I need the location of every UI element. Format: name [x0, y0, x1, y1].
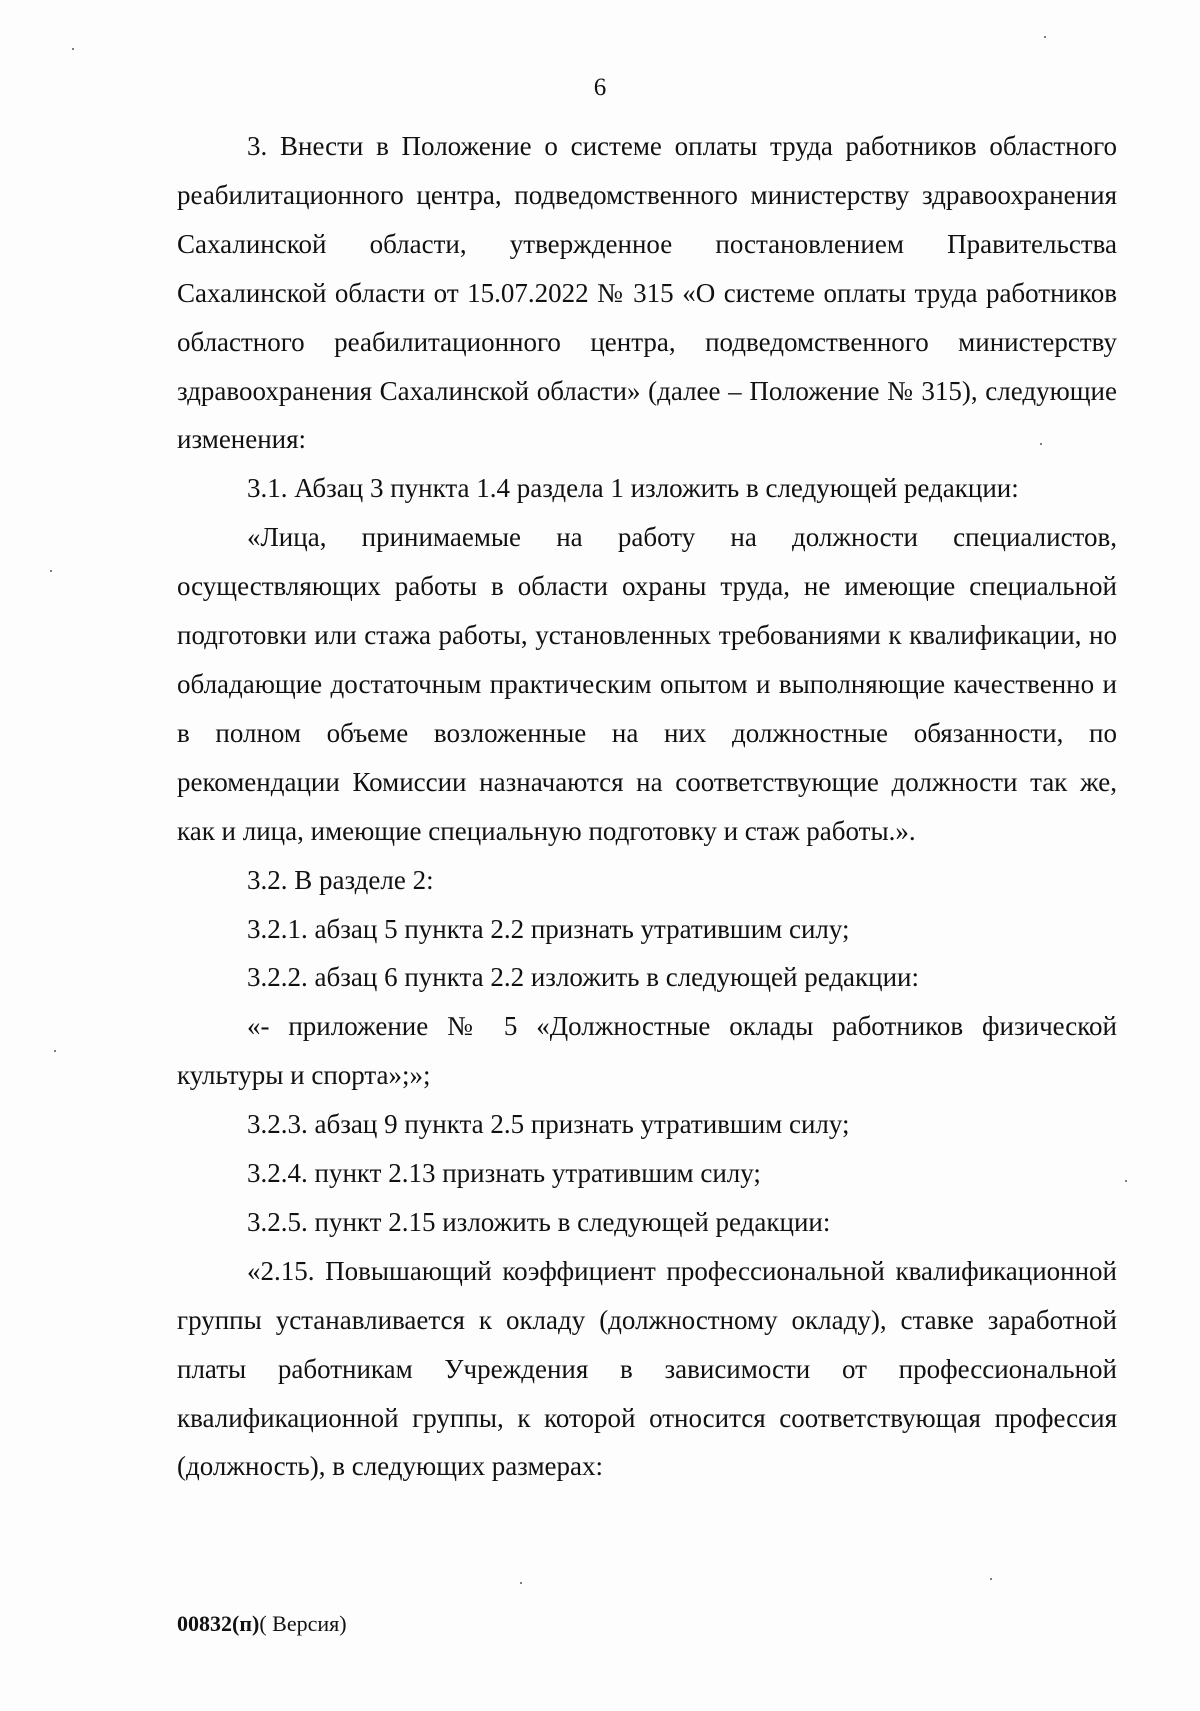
paragraph-3-2-1: 3.2.1. абзац 5 пункта 2.2 признать утратившим силу; [247, 913, 850, 944]
paragraph-3-2: 3.2. В разделе 2: [247, 864, 434, 895]
scan-speck [990, 1578, 992, 1580]
scan-speck [72, 48, 74, 50]
paragraph-3-2-4: 3.2.4. пункт 2.13 признать утратившим силу; [247, 1158, 761, 1189]
scan-speck [1044, 36, 1046, 38]
document-body [177, 122, 1117, 1491]
paragraph-3-2-2: 3.2.2. абзац 6 пункта 2.2 изложить в следующей редакции: [247, 962, 920, 993]
paragraph-3-2-5: 3.2.5. пункт 2.15 изложить в следующей редакции: [247, 1206, 831, 1237]
document-code: 00832(п) [177, 1611, 260, 1636]
document-footer [177, 1611, 347, 1637]
paragraph-quote-2-15: «2.15. Повышающий коэффициент профессиональной квалификационной группы устанавливается к окладу (должностному окладу), ставке заработной платы работникам Учреждения в зависимости от профессиональной квалификационной группы, к которой относится соответствующая профессия (должность), в следующих размерах: [177, 1255, 1117, 1482]
scan-speck [1125, 1180, 1127, 1182]
paragraph-3-2-3: 3.2.3. абзац 9 пункта 2.5 признать утратившим силу; [247, 1109, 850, 1140]
scan-speck [50, 570, 52, 572]
paragraph-3-1: 3.1. Абзац 3 пункта 1.4 раздела 1 изложить в следующей редакции: [247, 473, 1019, 504]
paragraph-quote-appendix-5: «- приложение № 5 «Должностные оклады работников физической культуры и спорта»;»; [177, 1011, 1117, 1091]
document-version: ( Версия) [259, 1611, 347, 1636]
scan-speck [1040, 443, 1042, 445]
scan-speck [54, 1050, 56, 1052]
page-number: 6 [593, 74, 607, 101]
paragraph-quote-persons: «Лица, принимаемые на работу на должности специалистов, осуществляющих работы в области охраны труда, не имеющие специальной подготовки или стажа работы, установленных требованиями к квалификации, но обладающие достаточным практическим опытом и выполняющие качественно и в полном объеме возложенные на них должностные обязанности, по рекомендации Комиссии назначаются на соответствующие должности так же, как и лица, имеющие специальную подготовку и стаж работы.». [177, 522, 1117, 846]
scan-speck [520, 1582, 522, 1584]
paragraph-3: 3. Внести в Положение о системе оплаты труда работников областного реабилитационного центра, подведомственного министерству здравоохранения Сахалинской области, утвержденное постановлением Правительства Сахалинской области от 15.07.2022 № 315 «О системе оплаты труда работников областного реабилитационного центра, подведомственного министерству здравоохранения Сахалинской области» (далее – Положение № 315), следующие изменения: [177, 131, 1117, 455]
